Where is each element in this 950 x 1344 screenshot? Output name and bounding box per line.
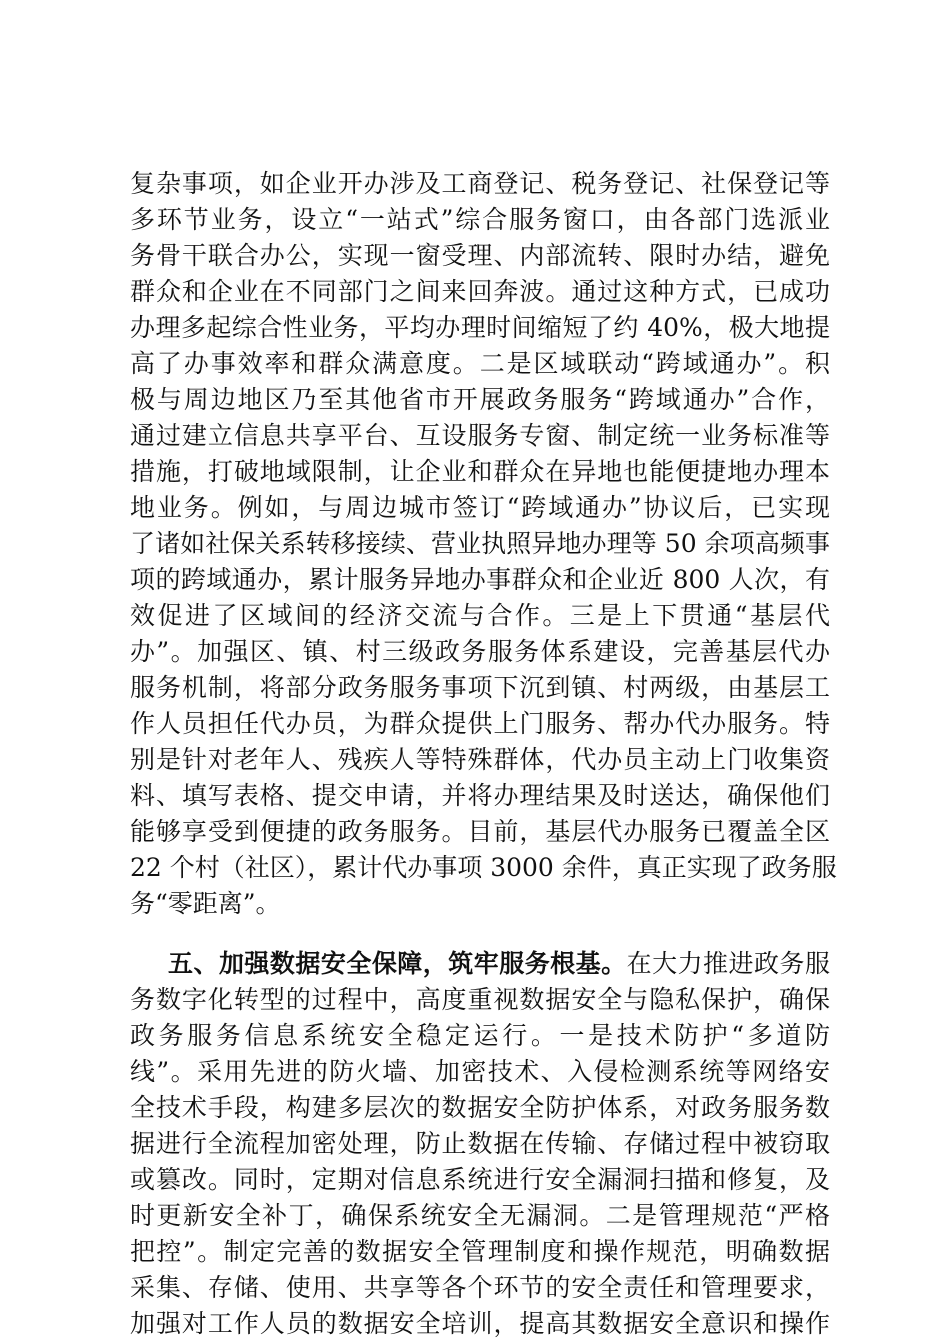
body-text-line: 了诸如社保关系转移接续、营业执照异地办理等 50 余项高频事 [130, 529, 830, 558]
body-text-line: 务数字化转型的过程中，高度重视数据安全与隐私保护，确保 [130, 985, 830, 1014]
section-text-start: 在大力推进政务服 [626, 949, 830, 978]
body-text-line: 别是针对老年人、残疾人等特殊群体，代办员主动上门收集资 [130, 745, 830, 774]
body-text-line: 22 个村（社区），累计代办事项 3000 余件，真正实现了政务服 [130, 853, 837, 882]
body-text-line: 效促进了区域间的经济交流与合作。三是上下贯通“基层代 [130, 601, 830, 630]
body-text-line: 能够享受到便捷的政务服务。目前，基层代办服务已覆盖全区 [130, 817, 830, 846]
body-text-line: 加强对工作人员的数据安全培训，提高其数据安全意识和操作 [130, 1309, 830, 1338]
body-text-line: 政务服务信息系统安全稳定运行。一是技术防护“多道防 [130, 1021, 830, 1050]
section-heading: 五、加强数据安全保障，筑牢服务根基。 [168, 949, 627, 978]
body-text-line: 线”。采用先进的防火墙、加密技术、入侵检测系统等网络安 [130, 1057, 830, 1086]
body-text-line: 多环节业务，设立“一站式”综合服务窗口，由各部门选派业 [130, 205, 830, 234]
body-text-line: 作人员担任代办员，为群众提供上门服务、帮办代办服务。特 [130, 709, 830, 738]
body-text-line: 办”。加强区、镇、村三级政务服务体系建设，完善基层代办 [130, 637, 830, 666]
body-text-line: 全技术手段，构建多层次的数据安全防护体系，对政务服务数 [130, 1093, 830, 1122]
body-text-line: 高了办事效率和群众满意度。二是区域联动“跨域通办”。积 [130, 349, 830, 378]
body-text-line: 群众和企业在不同部门之间来回奔波。通过这种方式，已成功 [130, 277, 830, 306]
body-text-line: 时更新安全补丁，确保系统安全无漏洞。二是管理规范“严格 [130, 1201, 830, 1230]
body-text-line: 通过建立信息共享平台、互设服务专窗、制定统一业务标准等 [130, 421, 830, 450]
body-text-line: 极与周边地区乃至其他省市开展政务服务“跨域通办”合作， [130, 385, 830, 414]
section-heading-line [168, 944, 830, 984]
body-text-line: 地业务。例如，与周边城市签订“跨域通办”协议后，已实现 [130, 493, 830, 522]
body-text-line: 服务机制，将部分政务服务事项下沉到镇、村两级，由基层工 [130, 673, 830, 702]
body-text-line: 务骨干联合办公，实现一窗受理、内部流转、限时办结，避免 [130, 241, 830, 270]
body-text-line: 料、填写表格、提交申请，并将办理结果及时送达，确保他们 [130, 781, 830, 810]
body-text-line: 据进行全流程加密处理，防止数据在传输、存储过程中被窃取 [130, 1129, 830, 1158]
body-text-line: 把控”。制定完善的数据安全管理制度和操作规范，明确数据 [130, 1237, 830, 1266]
body-text-line: 或篡改。同时，定期对信息系统进行安全漏洞扫描和修复，及 [130, 1165, 830, 1194]
body-text-line: 采集、存储、使用、共享等各个环节的安全责任和管理要求， [130, 1273, 830, 1302]
body-text-line: 项的跨域通办，累计服务异地办事群众和企业近 800 人次，有 [130, 565, 830, 594]
body-text-line: 务“零距离”。 [130, 889, 281, 918]
body-text-line: 复杂事项，如企业开办涉及工商登记、税务登记、社保登记等 [130, 169, 830, 198]
body-text-line: 措施，打破地域限制，让企业和群众在异地也能便捷地办理本 [130, 457, 830, 486]
body-text-line: 办理多起综合性业务，平均办理时间缩短了约 40%，极大地提 [130, 313, 830, 342]
